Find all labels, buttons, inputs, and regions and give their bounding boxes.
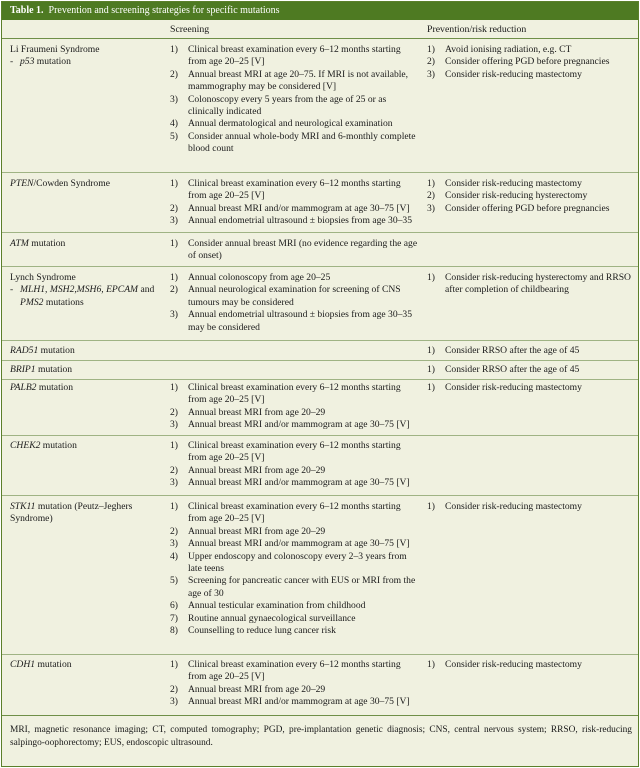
prevention-cell [427,382,637,394]
screening-cell [170,440,420,490]
list-item: 1) Clinical breast examination every 6–12 months starting from age 20–25 [V] [170,501,401,525]
screening-cell [170,272,420,334]
row-divider [2,340,638,341]
row-divider [2,495,638,496]
list-item: 2) Annual breast MRI at age 20–75. If MRI is not available, mammography may be considered [V] [170,68,409,93]
list-item: 2) Consider offering PGD before pregnancies [427,56,610,68]
row-name-cell: STK11 mutation (Peutz–Jeghers Syndrome) [10,501,133,525]
row-divider [2,266,638,267]
row-name-cell: ATM mutation [10,238,66,249]
list-item: 3) Annual endometrial ultrasound ± biopsies from age 30–35 [170,215,413,227]
screening-cell [170,501,420,637]
table-frame [1,1,639,767]
list-item: 1) Clinical breast examination every 6–12 months starting from age 20–25 [V] [170,44,401,68]
list-item: 3) Consider risk-reducing mastectomy [427,68,582,80]
screening-cell [170,382,420,432]
list-item: 1) Consider risk-reducing hysterectomy and RRSO after completion of childbearing [427,272,631,296]
list-item: 1) Consider risk-reducing mastectomy [427,382,582,393]
screening-cell [170,238,420,263]
prevention-cell [427,364,637,376]
row-name-cell: PTEN/Cowden Syndrome [10,178,110,189]
row-divider [2,379,638,380]
list-item: 3) Colonoscopy every 5 years from the age of 25 or as clinically indicated [170,93,387,118]
list-item: 2) Annual breast MRI from age 20–29 [170,464,326,476]
list-item: 3) Annual breast MRI and/or mammogram at age 30–75 [V] [170,477,410,489]
list-item: 1) Clinical breast examination every 6–12 months starting from age 20–25 [V] [170,440,401,464]
list-item: 4) Upper endoscopy and colonoscopy every 2–3 years from late teens [170,550,407,575]
list-item: 1) Consider RRSO after the age of 45 [427,364,580,375]
list-item: 1) Clinical breast examination every 6–12 months starting from age 20–25 [V] [170,382,401,406]
table-label: Table 1. [10,5,44,16]
list-item: 1) Annual colonoscopy from age 20–25 [170,272,331,283]
row-name-cell: BRIP1 mutation [10,364,73,375]
table-title-bar [2,2,638,20]
row-name-cell [10,44,160,69]
header-prevention: Prevention/risk reduction [427,24,527,35]
table-title: Prevention and screening strategies for specific mutations [48,5,280,16]
list-item: 3) Consider offering PGD before pregnancies [427,202,610,214]
list-item: 1) Consider RRSO after the age of 45 [427,345,580,356]
row-name-cell: CDH1 mutation [10,659,72,670]
list-item: 1) Consider risk-reducing mastectomy [427,659,582,670]
list-item: 1) Avoid ionising radiation, e.g. CT [427,44,572,55]
prevention-cell [427,501,637,513]
list-item: 1) Clinical breast examination every 6–12 months starting from age 20–25 [V] [170,659,401,683]
screening-cell [170,44,420,156]
row-name-cell: PALB2 mutation [10,382,73,393]
row-name-cell: CHEK2 mutation [10,440,77,451]
row-name-cell: RAD51 mutation [10,345,75,356]
prevention-cell [427,659,637,671]
header-rule [2,38,638,39]
list-item: 3) Annual endometrial ultrasound ± biopsies from age 30–35 may be considered [170,309,413,333]
header-screening: Screening [170,24,210,35]
table-footnote: MRI, magnetic resonance imaging; CT, computed tomography; PGD, pre-implantation genetic diagnosis; CNS, central nervous system; RRSO, risk-reducing salpingo-oophorectomy; EUS, endoscopic ultrasound. [10,725,632,748]
table-bottom-rule [2,715,638,716]
mutation-subline: - p53 mutation [10,56,71,68]
prevention-cell [427,178,637,215]
list-item: 1) Clinical breast examination every 6–12 months starting from age 20–25 [V] [170,178,401,202]
list-item: 7) Routine annual gynaecological surveillance [170,612,356,624]
list-item: 2) Annual neurological examination for screening of CNS tumours may be considered [170,284,401,308]
prevention-cell [427,272,637,297]
list-item: 1) Consider risk-reducing mastectomy [427,501,582,512]
list-item: 2) Annual breast MRI and/or mammogram at age 30–75 [V] [170,202,410,214]
screening-cell [170,659,420,709]
prevention-cell [427,345,637,357]
syndrome-name: Lynch Syndrome [10,272,76,283]
row-divider [2,172,638,173]
list-item: 4) Annual dermatological and neurological examination [170,118,393,130]
mutation-subline: - MLH1, MSH2,MSH6, EPCAM and PMS2 mutations [10,284,155,308]
list-item: 1) Consider annual breast MRI (no evidence regarding the age of onset) [170,238,418,262]
list-item: 2) Annual breast MRI from age 20–29 [170,525,326,537]
row-divider [2,360,638,361]
list-item: 5) Screening for pancreatic cancer with EUS or MRI from the age of 30 [170,575,416,599]
row-divider [2,232,638,233]
screening-cell [170,178,420,228]
list-item: 2) Consider risk-reducing hysterectomy [427,190,588,202]
list-item: 6) Annual testicular examination from childhood [170,600,366,612]
list-item: 3) Annual breast MRI and/or mammogram at age 30–75 [V] [170,538,410,550]
list-item: 1) Consider risk-reducing mastectomy [427,178,582,189]
list-item: 2) Annual breast MRI from age 20–29 [170,406,326,418]
syndrome-name: Li Fraumeni Syndrome [10,44,100,55]
list-item: 2) Annual breast MRI from age 20–29 [170,683,326,695]
row-name-cell [10,272,160,309]
row-divider [2,654,638,655]
list-item: 8) Counselling to reduce lung cancer risk [170,625,336,637]
row-divider [2,435,638,436]
list-item: 3) Annual breast MRI and/or mammogram at age 30–75 [V] [170,696,410,708]
list-item: 5) Consider annual whole-body MRI and 6-monthly complete blood count [170,130,416,155]
list-item: 3) Annual breast MRI and/or mammogram at age 30–75 [V] [170,419,410,431]
prevention-cell [427,44,637,81]
